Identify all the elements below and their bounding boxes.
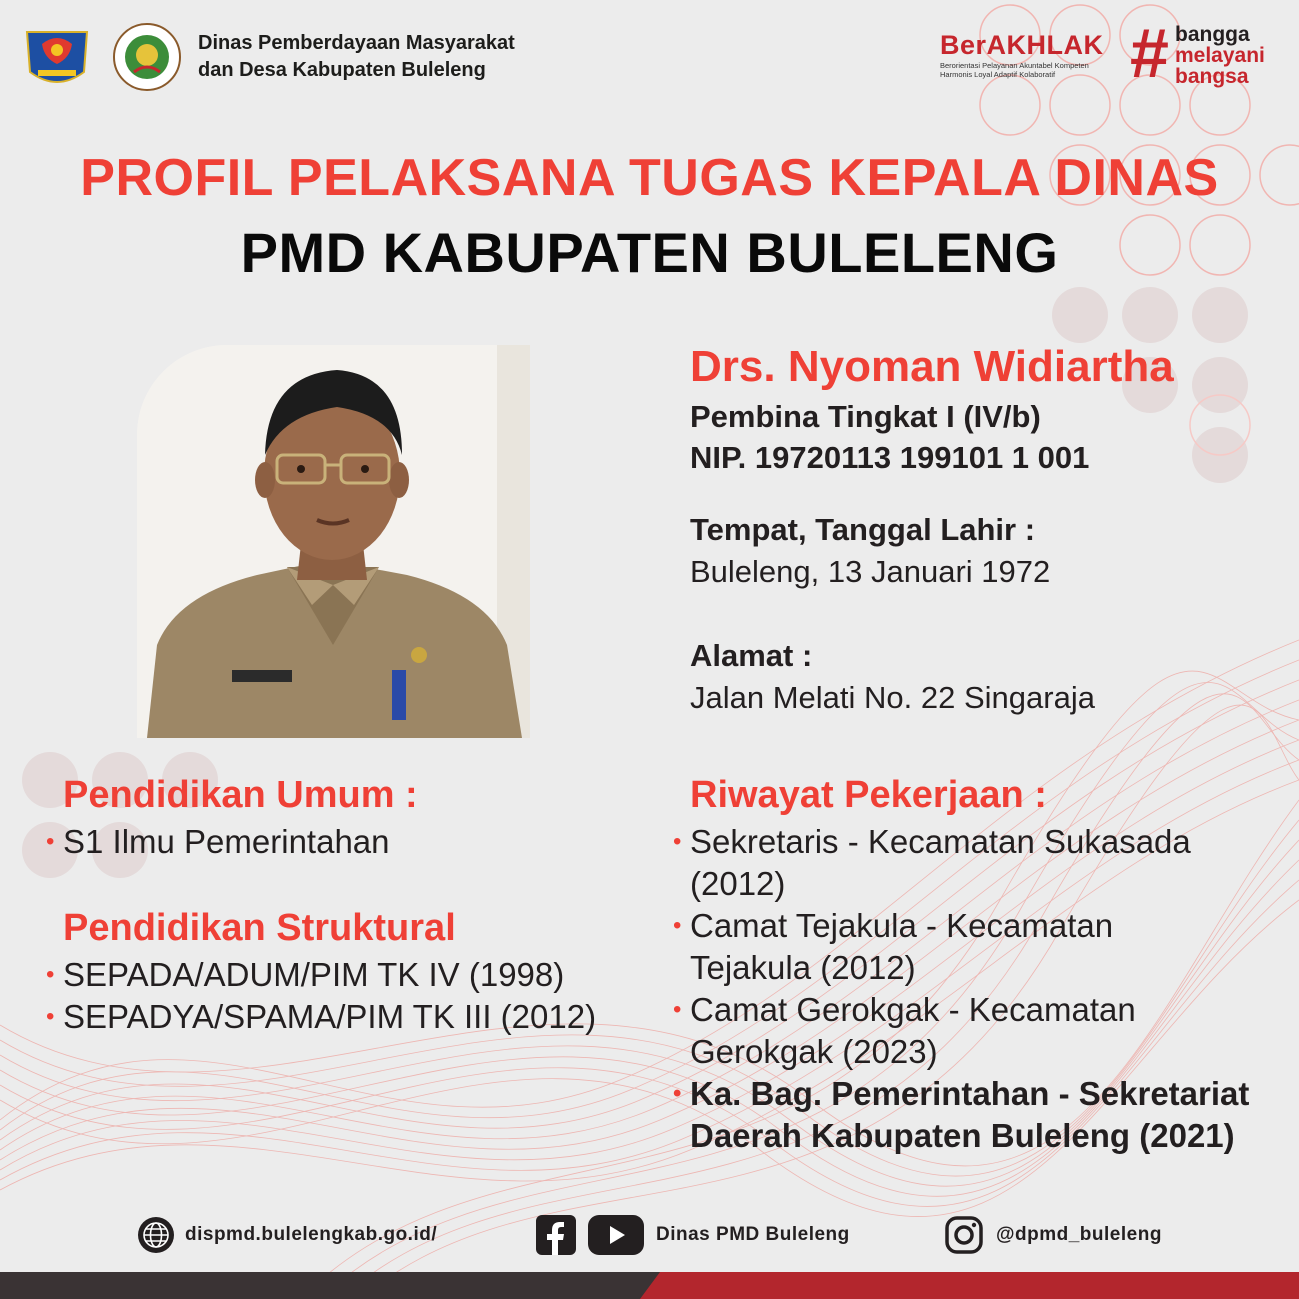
career-list xyxy=(690,821,1249,1157)
profile-nip: NIP. 19720113 199101 1 001 xyxy=(690,440,1090,475)
list-item xyxy=(690,1073,1249,1157)
header xyxy=(0,0,1299,120)
melayani-word: melayani xyxy=(1175,44,1265,67)
footer xyxy=(0,1205,1299,1265)
facebook-icon[interactable] xyxy=(536,1215,576,1255)
career-item-line-1: • Camat Gerokgak - Kecamatan xyxy=(690,991,1136,1028)
list-item: • S1 Ilmu Pemerintahan xyxy=(63,821,390,863)
website-url: dispmd.bulelengkab.go.id/ xyxy=(185,1224,438,1245)
instagram-icon xyxy=(944,1215,984,1255)
buleleng-regency-logo xyxy=(22,24,92,92)
career-item-line-2: (2012) xyxy=(690,865,786,902)
address-value: Jalan Melati No. 22 Singaraja xyxy=(690,680,1095,715)
instagram-link[interactable] xyxy=(944,1205,1162,1265)
career-item-line-1: • Ka. Bag. Pemerintahan - Sekretariat xyxy=(690,1075,1250,1112)
list-item xyxy=(690,905,1249,989)
list-item: • SEPADYA/SPAMA/PIM TK III (2012) xyxy=(63,996,596,1038)
profile-photo xyxy=(137,345,530,738)
structural-education-list xyxy=(63,954,596,1038)
bangga-melayani-bangsa-logo xyxy=(1130,14,1290,94)
hashtag-icon: # xyxy=(1130,14,1169,92)
agency-line-1: Dinas Pemberdayaan Masyarakat xyxy=(198,32,515,54)
profile-name: Drs. Nyoman Widiartha xyxy=(690,342,1174,391)
title-line-1: PROFIL PELAKSANA TUGAS KEPALA DINAS xyxy=(80,149,1219,207)
address-label: Alamat : xyxy=(690,638,813,673)
list-item xyxy=(690,989,1249,1073)
bottom-bar xyxy=(0,1272,1299,1299)
career-heading: Riwayat Pekerjaan : xyxy=(690,774,1047,816)
list-item xyxy=(690,821,1249,905)
youtube-icon[interactable] xyxy=(588,1215,644,1255)
agency-name xyxy=(198,30,515,84)
agency-line-2: dan Desa Kabupaten Buleleng xyxy=(198,59,486,81)
general-education-list xyxy=(63,821,390,863)
career-item-line-2: Daerah Kabupaten Buleleng (2021) xyxy=(690,1117,1235,1154)
profile-rank: Pembina Tingkat I (IV/b) xyxy=(690,399,1041,434)
berakhlak-tagline-2: Harmonis Loyal Adaptif Kolaboratif xyxy=(940,70,1056,79)
website-link[interactable] xyxy=(137,1205,437,1265)
berakhlak-logo xyxy=(940,30,1110,90)
bangsa-word: bangsa xyxy=(1175,65,1249,88)
career-item-line-1: • Camat Tejakula - Kecamatan xyxy=(690,907,1114,944)
dpmd-logo xyxy=(112,22,182,92)
berakhlak-tagline-1: Berorientasi Pelayanan Akuntabel Kompeten xyxy=(940,61,1089,70)
social-media-name: Dinas PMD Buleleng xyxy=(656,1224,850,1245)
career-item-line-2: Tejakula (2012) xyxy=(690,949,916,986)
globe-icon xyxy=(137,1216,175,1254)
structural-education-heading: Pendidikan Struktural xyxy=(63,907,456,949)
title-line-2: PMD KABUPATEN BULELENG xyxy=(240,221,1059,284)
berakhlak-word: BerAKHLAK xyxy=(940,30,1104,60)
general-education-heading: Pendidikan Umum : xyxy=(63,774,418,816)
career-item-line-1: • Sekretaris - Kecamatan Sukasada xyxy=(690,823,1191,860)
bangga-word: bangga xyxy=(1175,23,1250,46)
instagram-handle: @dpmd_buleleng xyxy=(996,1224,1162,1245)
birth-value: Buleleng, 13 Januari 1972 xyxy=(690,554,1051,589)
social-media-link[interactable] xyxy=(536,1205,850,1265)
birth-label: Tempat, Tanggal Lahir : xyxy=(690,512,1036,547)
career-item-line-2: Gerokgak (2023) xyxy=(690,1033,938,1070)
list-item: • SEPADA/ADUM/PIM TK IV (1998) xyxy=(63,954,596,996)
profile-rank-block xyxy=(690,396,1089,478)
